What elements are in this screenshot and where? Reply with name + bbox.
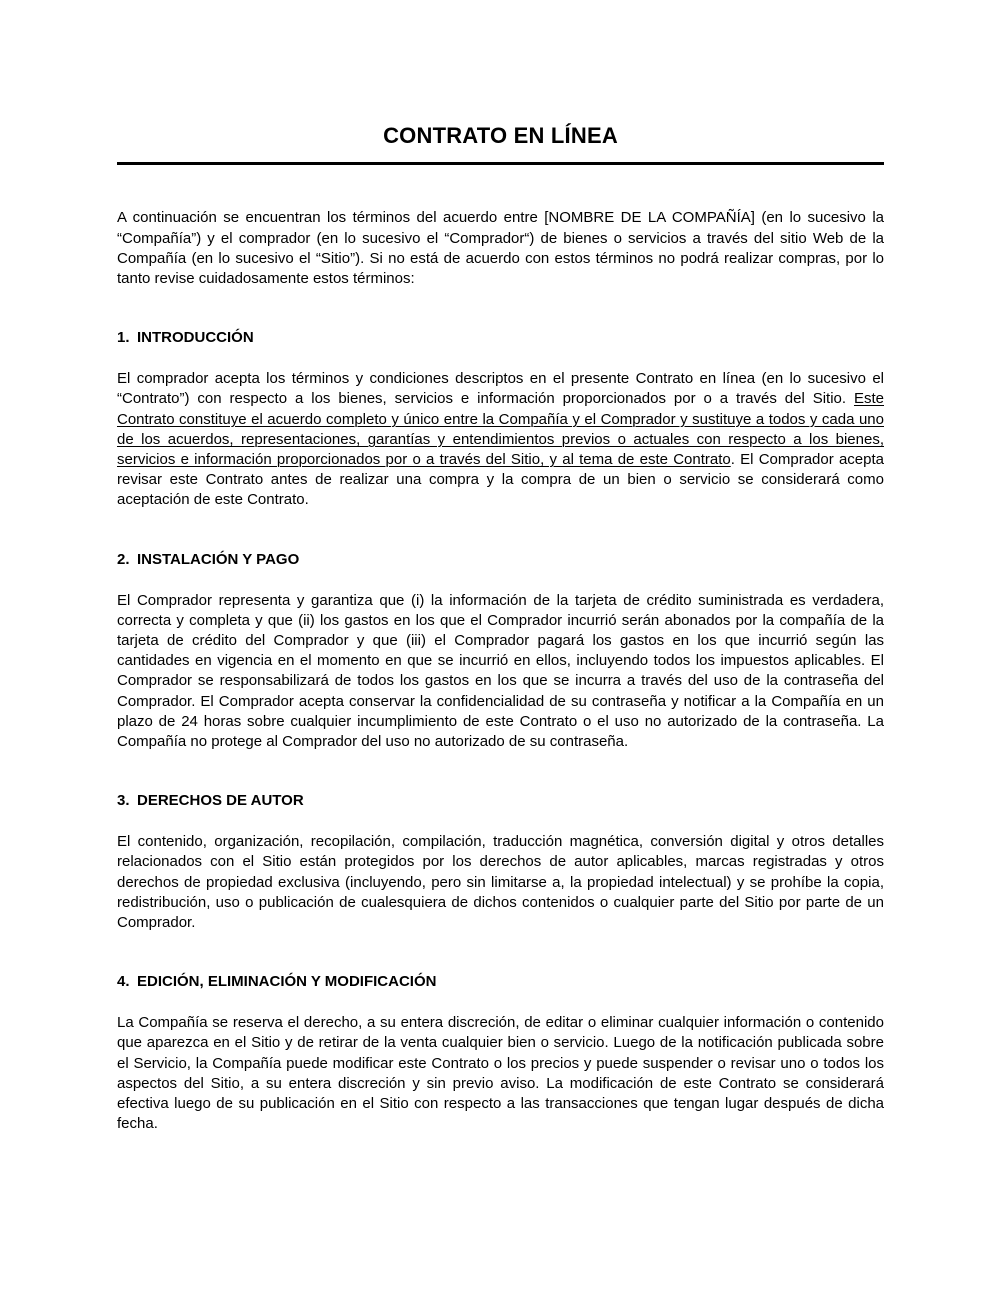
document-content — [117, 0, 884, 1134]
section-heading-1 — [117, 328, 884, 348]
section-1-text-part2: . El Comprador acepta revisar este Contrato antes de realizar una compra y la compra de un bien o servicio se considerará como aceptación de este Contrato. — [117, 451, 884, 509]
section-title-2: INSTALACIÓN Y PAGO — [137, 550, 300, 568]
section-derechos-de-autor — [117, 791, 884, 933]
section-heading-4 — [117, 972, 884, 992]
section-number-1: 1. — [117, 329, 130, 347]
section-1-text-part1: El comprador acepta los términos y condiciones descriptos en el presente Contrato en línea (en lo sucesivo el “Contrato”) con respecto a los bienes, servicios e información proporcionados por o a través del Sitio. — [117, 370, 884, 408]
section-instalacion-y-pago — [117, 550, 884, 753]
section-introduccion — [117, 328, 884, 510]
section-2-paragraph: El Comprador representa y garantiza que (i) la información de la tarjeta de crédito suministrada es verdadera, correcta y completa y que (ii) los gastos en los que el Comprador incurrió serán abonados por la compañía de la tarjeta de crédito del Comprador y que (iii) el Comprador pagará los gastos en los que incurrió según las cantidades en vigencia en el momento en que se incurrió en ellos, incluyendo todos los impuestos aplicables. El Comprador se responsabilizará de todos los gastos en los que se incurra a través del uso de la contraseña del Comprador. El Comprador acepta conservar la confidencialidad de su contraseña y notificar a la Compañía en un plazo de 24 horas sobre cualquier incumplimiento de este Contrato o el uso no autorizado de la contraseña. La Compañía no protege al Comprador del uso no autorizado de su contraseña. — [117, 591, 884, 751]
section-3-paragraph: El contenido, organización, recopilación, compilación, traducción magnética, conversión digital y otros detalles relacionados con el Sitio están protegidos por los derechos de autor aplicables, marcas registradas y otros derechos de propiedad exclusiva (incluyendo, pero sin limitarse a, la propiedad intelectual) y se prohíbe la copia, redistribución, uso o publicación de cualesquiera de dichos contenidos o cualquier parte del Sitio por parte de un Comprador. — [117, 833, 884, 932]
title-divider — [117, 162, 884, 165]
section-heading-3 — [117, 791, 884, 811]
section-4-paragraph: La Compañía se reserva el derecho, a su entera discreción, de editar o eliminar cualquier información o contenido que aparezca en el Sitio y de retirar de la venta cualquier bien o servicio. Luego de la notificación publicada sobre el Servicio, la Compañía puede modificar este Contrato o los precios y puede suspender o revisar uno o todos los aspectos del Sitio, a su entera discreción y sin previo aviso. La modificación de este Contrato se considerará efectiva luego de su publicación en el Sitio con respecto a las transacciones que tengan lugar después de dicha fecha. — [117, 1014, 884, 1133]
section-title-3: DERECHOS DE AUTOR — [137, 792, 304, 810]
page-title: CONTRATO EN LÍNEA — [383, 123, 618, 148]
section-title-4: EDICIÓN, ELIMINACIÓN Y MODIFICACIÓN — [137, 973, 437, 991]
intro-block — [117, 208, 884, 289]
section-title-1: INTRODUCCIÓN — [137, 329, 254, 347]
section-1-paragraph — [117, 369, 884, 510]
section-heading-2 — [117, 550, 884, 570]
section-number-2: 2. — [117, 550, 130, 568]
section-edicion-eliminacion-modificacion — [117, 972, 884, 1134]
section-1-underlined-clause: Este Contrato constituye el acuerdo completo y único entre la Compañía y el Comprador y sustituye a todos y cada uno de los acuerdos, representaciones, garantías y entendimientos previos o actuales con respecto a los bienes, servicios e información proporcionados por o a través del Sitio, y al tema de este Contrato — [117, 390, 884, 469]
section-number-4: 4. — [117, 973, 130, 991]
section-number-3: 3. — [117, 792, 130, 810]
intro-paragraph: A continuación se encuentran los términos del acuerdo entre [NOMBRE DE LA COMPAÑÍA] (en lo sucesivo la “Compañía”) y el comprador (en lo sucesivo el “Comprador“) de bienes o servicios a través del sitio Web de la Compañía (en lo sucesivo el “Sitio”). Si no está de acuerdo con estos términos no podrá realizar compras, por lo tanto revise cuidadosamente estos términos: — [117, 209, 884, 287]
